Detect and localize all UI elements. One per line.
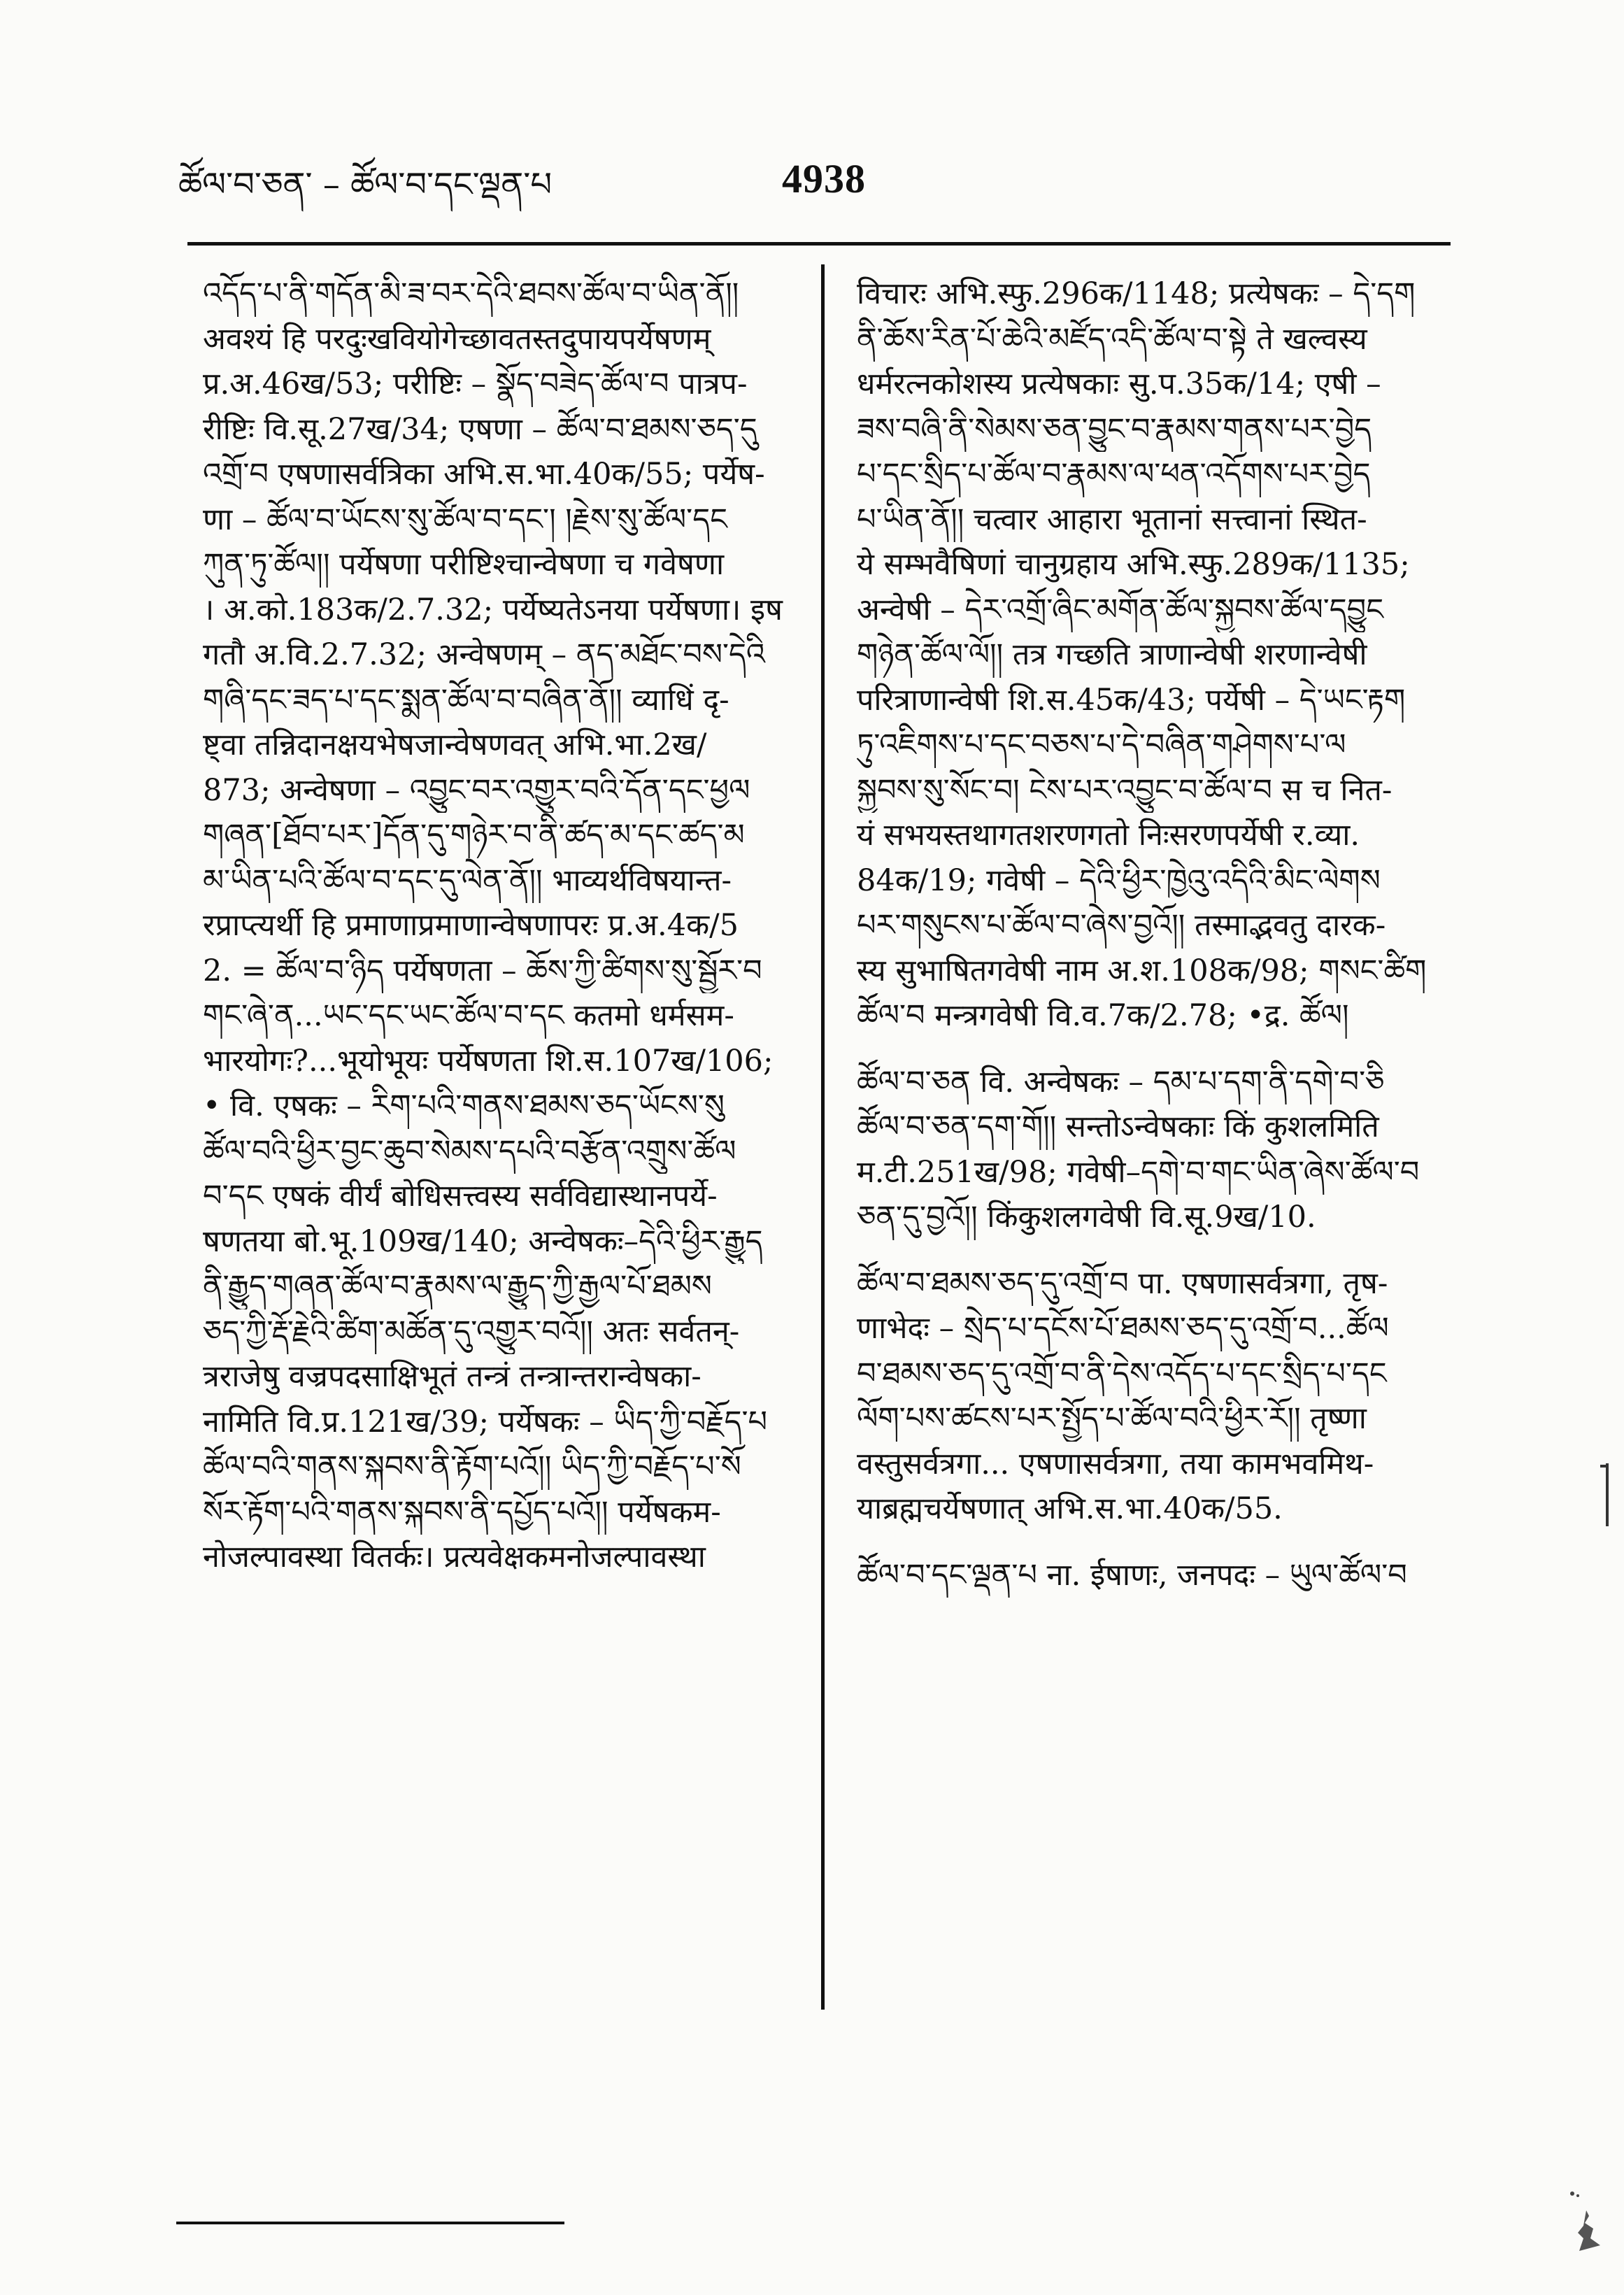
left-column-line: प्र.अ.46ख/53; परीष्टिः – སྣོད་བཟེད་ཚོལ་བ पात्रप- bbox=[203, 367, 748, 402]
left-column-line: नोजल्पावस्था वितर्कः। प्रत्यवेक्षकमनोजल्पावस्था bbox=[203, 1540, 706, 1575]
right-column-line: པར་གསུངས་པ་ཚོལ་བ་ཞེས་བྱའོ།། तस्माद्भवतु दारक- bbox=[857, 908, 1386, 943]
right-column-line: अन्वेषी – དེར་འགྲོ་ཞིང་མགོན་ཚོལ་སྐྱབས་ཚོལ་དབྱུང bbox=[857, 592, 1384, 627]
left-column-line: གཞི་དང་ཟད་པ་དང་སྨན་ཚོལ་བ་བཞིན་ནོ།། व्याधिं दृ- bbox=[203, 682, 729, 718]
left-column-line: མ་ཡིན་པའི་ཚོལ་བ་དང་དུ་ལེན་ནོ།། भाव्यर्थविषयान्त- bbox=[203, 862, 732, 898]
left-column-line: भारयोगः?...भूयोभूयः पर्येषणता शि.स.107ख/106; bbox=[203, 1043, 774, 1079]
entry-headword-line: ཚོལ་བ་ཅན वि. अन्वेषकः – དམ་པ་དག་ནི་དགེ་བ་ཅི bbox=[857, 1064, 1385, 1100]
left-column-line: अवश्यं हि परदुःखवियोगेच्छावतस्तदुपायपर्येषणम् bbox=[203, 321, 711, 357]
left-column-line: रप्राप्त्यर्थी हि प्रमाणाप्रमाणान्वेषणापरः प्र.अ.4क/5 bbox=[203, 908, 739, 943]
entry-gap bbox=[857, 1532, 1437, 1553]
entry-line: वस्तुसर्वत्रगा... एषणासर्वत्रगा, तया कामभवमिथ- bbox=[857, 1446, 1374, 1482]
margin-mark-stem bbox=[1606, 1463, 1609, 1526]
left-column-line: गतौ अ.वि.2.7.32; अन्वेषणम् – ནད་མཐོང་བས་དེའི bbox=[203, 637, 766, 672]
left-column-line: ནི་རྒྱུད་གཞན་ཚོལ་བ་རྣམས་ལ་རྒྱུད་ཀྱི་རྒྱལ་པོ་ཐམས bbox=[203, 1269, 712, 1304]
entry-line: म.टी.251ख/98; गवेषी–དགེ་བ་གང་ཡིན་ཞེས་ཚོལ་བ bbox=[857, 1154, 1420, 1190]
left-column-line: བ་དང एषकं वीर्यं बोधिसत्त्वस्य सर्वविद्यास्थानपर्ये- bbox=[203, 1179, 718, 1214]
footnote-rule bbox=[176, 2222, 564, 2224]
left-column-line: གང་ཞེ་ན...ཡང་དང་ཡང་ཚོལ་བ་དང कतमो धर्मसम- bbox=[203, 998, 734, 1033]
right-column-line: པ་དང་སྲིད་པ་ཚོལ་བ་རྣམས་ལ་ཕན་འདོགས་པར་བྱེད bbox=[857, 457, 1371, 492]
entry-headword-line: ཚོལ་བ་དང་ལྡན་པ ना. ईषाणः, जनपदः – ཡུལ་ཚོལ་བ bbox=[857, 1557, 1407, 1593]
running-header: ཚོལ་བ་ཅན་ – ཚོལ་བ་དང་ལྡན་པ bbox=[178, 165, 553, 204]
right-column-line: 84क/19; गवेषी – དེའི་ཕྱིར་ཁྱེའུ་འདིའི་མིང་ལེགས bbox=[857, 862, 1381, 898]
left-column-line: रीष्टिः वि.सू.27ख/34; एषणा – ཚོལ་བ་ཐམས་ཅད་དུ bbox=[203, 411, 757, 447]
left-column-line: ཀུན་ཏུ་ཚོལ།། पर्येषणा परीष्टिश्चान्वेषणा च गवेषणा bbox=[203, 547, 725, 582]
right-column-line: ཟས་བཞི་ནི་སེམས་ཅན་བྱུང་བ་རྣམས་གནས་པར་བྱེད bbox=[857, 411, 1372, 447]
entry-headword-line: ཚོལ་བ་ཐམས་ཅད་དུ་འགྲོ་བ पा. एषणासर्वत्रगा, तृष- bbox=[857, 1265, 1388, 1301]
left-column-line: नामिति वि.प्र.121ख/39; पर्येषकः – ཡིད་ཀྱི་བརྗོད་པ bbox=[203, 1404, 768, 1440]
right-column-line: ཚོལ་བ मन्त्रगवेषी वि.व.7क/2.78; •द्र. ཚོལ། bbox=[857, 998, 1349, 1033]
entry-gap bbox=[857, 1039, 1437, 1060]
left-column-line: ཚོལ་བའི་གནས་སྐབས་ནི་རྟོག་པའོ།། ཡིད་ཀྱི་བརྗོད་པ་སོ bbox=[203, 1449, 741, 1484]
left-column-line: ཅད་ཀྱི་རྡོ་རྗེའི་ཚིག་མཚོན་དུ་འགྱུར་བའོ།། अतः सर्वतन्- bbox=[203, 1314, 740, 1349]
right-column-line: པ་ཡིན་ནོ།། चत्वार आहारा भूतानां सत्त्वानां स्थित- bbox=[857, 502, 1367, 537]
right-column-line: परित्राणान्वेषी शि.स.45क/43; पर्येषी – དེ་ཡང་རྟག bbox=[857, 682, 1406, 718]
entry-line: བ་ཐམས་ཅད་དུ་འགྲོ་བ་ནི་དེས་འདོད་པ་དང་སྲིད་པ་དང bbox=[857, 1356, 1387, 1391]
entry-line: ལོག་པས་ཚངས་པར་སྤྱོད་པ་ཚོལ་བའི་ཕྱིར་རོ།། तृष्णा bbox=[857, 1401, 1367, 1436]
left-column-line: སོར་རྟོག་པའི་གནས་སྐབས་ནི་དཔྱོད་པའོ།། पर्येषकम- bbox=[203, 1494, 721, 1530]
left-column-line: 873; अन्वेषणा – འབྱུང་བར་འགྱུར་བའི་དོན་དང་ཕྱལ bbox=[203, 772, 750, 808]
scan-speck bbox=[1558, 2189, 1607, 2252]
left-column-line: • वि. एषकः – རིག་པའི་གནས་ཐམས་ཅད་ཡོངས་སུ bbox=[203, 1088, 725, 1123]
right-column-line: སྐྱབས་སུ་སོང་བ། ངེས་པར་འབྱུང་བ་ཚོལ་བ स च नित- bbox=[857, 772, 1392, 808]
left-column-line: 2. = ཚོལ་བ་ཉིད पर्येषणता – ཆོས་ཀྱི་ཚིགས་སུ་སྦྱོར་བ bbox=[203, 953, 762, 988]
left-column-line: ཚོལ་བའི་ཕྱིར་བྱང་ཆུབ་སེམས་དཔའི་བརྩོན་འགྲུས་ཚོལ bbox=[203, 1133, 736, 1169]
right-column-line: ये सम्भवैषिणां चानुग्रहाय अभि.स्फु.289क/1135; bbox=[857, 547, 1410, 582]
right-column-line: स्य सुभाषितगवेषी नाम अ.श.108क/98; གསང་ཚིག bbox=[857, 953, 1427, 988]
right-column-line: धर्मरत्नकोशस्य प्रत्येषकाः सु.प.35क/14; एषी – bbox=[857, 367, 1381, 402]
right-column-line: यं सभयस्तथागतशरणगतो निःसरणपर्येषी र.व्या. bbox=[857, 818, 1360, 853]
entry-gap bbox=[857, 1240, 1437, 1261]
left-column-line: འདོད་པ་ནི་གདོན་མི་ཟ་བར་དེའི་ཐབས་ཚོལ་བ་ཡིན་ནོ།། bbox=[203, 276, 739, 311]
left-column-line: णा – ཚོལ་བ་ཡོངས་སུ་ཚོལ་བ་དང་། །རྗེས་སུ་ཚོལ་དང bbox=[203, 502, 727, 537]
right-column-line: विचारः अभि.स्फु.296क/1148; प्रत्येषकः – དེ་དག bbox=[857, 276, 1416, 311]
left-column-line: । अ.को.183क/2.7.32; पर्येष्यतेऽनया पर्येषणा। इष bbox=[203, 592, 783, 627]
right-column-line: ནི་ཆོས་རིན་པོ་ཆེའི་མཛོད་འདི་ཚོལ་བ་སྟེ ते खल्वस्य bbox=[857, 321, 1367, 357]
right-column-line: གཉེན་ཚོལ་ལོ།། तत्र गच्छति त्राणान्वेषी शरणान्वेषी bbox=[857, 637, 1367, 672]
left-column-line: त्रराजेषु वज्रपदसाक्षिभूतं तन्त्रं तन्त्रान्तरान्वेषका- bbox=[203, 1359, 701, 1394]
page-number: 4938 bbox=[782, 156, 866, 201]
entry-line: ཚོལ་བ་ཅན་དག་གོ།། सन्तोऽन्वेषकाः किं कुशलमिति bbox=[857, 1109, 1379, 1144]
left-column-line: འགྲོ་བ एषणासर्वत्रिका अभि.स.भा.40क/55; पर्येष- bbox=[203, 457, 765, 492]
column-divider bbox=[821, 264, 825, 2010]
header-rule bbox=[187, 242, 1451, 246]
right-column-line: ཏུ་འཇིགས་པ་དང་བཅས་པ་དེ་བཞིན་གཤེགས་པ་ལ bbox=[857, 727, 1346, 762]
entry-line: याब्रह्मचर्येषणात् अभि.स.भा.40क/55. bbox=[857, 1491, 1283, 1526]
right-column bbox=[857, 271, 1437, 2062]
left-column-line: षणतया बो.भू.109ख/140; अन्वेषकः–དེའི་ཕྱིར་རྒྱུད bbox=[203, 1223, 763, 1259]
entry-line: ཅན་དུ་བྱའོ།། किंकुशलगवेषी वि.सू.9ख/10. bbox=[857, 1200, 1316, 1235]
left-column bbox=[203, 271, 794, 2062]
entry-line: णाभेदः – སྲེད་པ་དངོས་པོ་ཐམས་ཅད་དུ་འགྲོ་བ...ཚོལ bbox=[857, 1311, 1389, 1346]
left-column-line: ष्ट्वा तन्निदानक्षयभेषजान्वेषणवत् अभि.भा.2ख/ bbox=[203, 727, 707, 762]
left-column-line: གཞན་[ཐོབ་པར་]དོན་དུ་གཉེར་བ་ནི་ཚད་མ་དང་ཚད་མ bbox=[203, 818, 745, 853]
